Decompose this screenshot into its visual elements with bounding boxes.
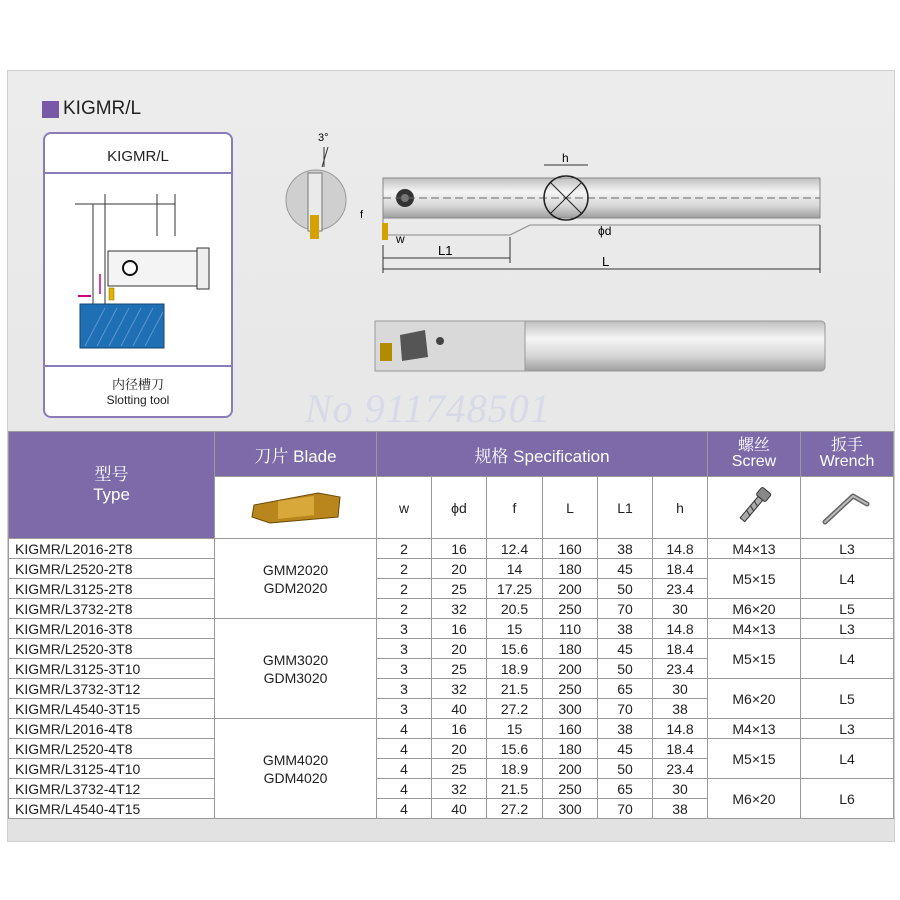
spec-cell: 27.2	[487, 799, 543, 819]
spec-cell: 4	[377, 799, 432, 819]
blade-code: GDM2020	[263, 579, 328, 596]
spec-cell: 3	[377, 639, 432, 659]
table-row	[9, 719, 894, 739]
card-title: KIGMR/L	[107, 148, 169, 165]
table-row	[9, 739, 894, 759]
spec-cell: 200	[543, 659, 598, 679]
spec-cell: 20	[432, 639, 487, 659]
spec-cell: 12.4	[487, 539, 543, 559]
watermark: No 911748501	[305, 386, 551, 431]
type-cell: KIGMR/L3125-3T10	[9, 659, 215, 679]
table-row	[9, 779, 894, 799]
L-label: L	[602, 254, 610, 269]
spec-cell: 300	[543, 799, 598, 819]
spec-cell: 38	[598, 619, 653, 639]
spec-cell: 70	[598, 799, 653, 819]
card-divider	[45, 365, 231, 367]
wrench-image-cell	[801, 477, 894, 539]
spec-cell: 2	[377, 539, 432, 559]
spec-cell: 50	[598, 579, 653, 599]
spec-cell: 18.4	[653, 739, 708, 759]
spec-cell: 3	[377, 659, 432, 679]
spec-cell: 23.4	[653, 759, 708, 779]
screw-cell: M5×15	[708, 559, 801, 599]
table-row	[9, 639, 894, 659]
screw-cell: M6×20	[708, 779, 801, 819]
table-row	[9, 679, 894, 699]
blade-image-cell	[215, 477, 377, 539]
spec-cell: 4	[377, 719, 432, 739]
spec-col-h: h	[653, 477, 708, 539]
wrench-header: 扳手 Wrench	[801, 432, 894, 477]
card-divider	[45, 172, 231, 174]
spec-cell: 250	[543, 599, 598, 619]
spec-cell: 25	[432, 579, 487, 599]
spec-cell: 45	[598, 639, 653, 659]
angle-label: 3°	[318, 132, 329, 144]
spec-cell: 45	[598, 739, 653, 759]
blade-cell	[215, 539, 377, 619]
spec-col-L: L	[543, 477, 598, 539]
spec-cell: 300	[543, 699, 598, 719]
spec-cell: 200	[543, 759, 598, 779]
screw-image-cell	[708, 477, 801, 539]
wrench-cell: L5	[801, 599, 894, 619]
wrench-cell: L4	[801, 739, 894, 779]
spec-cell: 15.6	[487, 739, 543, 759]
table-row	[9, 619, 894, 639]
blade-code: GDM3020	[263, 669, 328, 686]
spec-cell: 38	[598, 719, 653, 739]
spec-cell: 30	[653, 679, 708, 699]
spec-cell: 18.9	[487, 759, 543, 779]
spec-cell: 18.4	[653, 559, 708, 579]
type-cell: KIGMR/L4540-4T15	[9, 799, 215, 819]
wrench-cell: L6	[801, 779, 894, 819]
screw-header: 螺丝 Screw	[708, 432, 801, 477]
wrench-cell: L4	[801, 639, 894, 679]
tool-drawing	[280, 125, 840, 385]
spec-cell: 3	[377, 619, 432, 639]
screw-cell: M5×15	[708, 639, 801, 679]
spec-cell: 160	[543, 719, 598, 739]
wrench-cell: L3	[801, 539, 894, 559]
spec-cell: 32	[432, 779, 487, 799]
blade-cell	[215, 719, 377, 819]
blade-code: GMM2020	[262, 561, 329, 578]
blade-code: GMM4020	[262, 751, 329, 768]
spec-cell: 14	[487, 559, 543, 579]
card-caption-en: Slotting tool	[106, 393, 170, 407]
type-cell: KIGMR/L2520-4T8	[9, 739, 215, 759]
spec-cell: 180	[543, 739, 598, 759]
type-cell: KIGMR/L2016-4T8	[9, 719, 215, 739]
spec-cell: 23.4	[653, 659, 708, 679]
heading-square-icon	[42, 101, 59, 118]
card-caption-cn: 内径槽刀	[111, 377, 164, 392]
type-cell: KIGMR/L3732-4T12	[9, 779, 215, 799]
spec-cell: 21.5	[487, 779, 543, 799]
table-row	[9, 539, 894, 559]
type-cell: KIGMR/L3732-2T8	[9, 599, 215, 619]
spec-cell: 45	[598, 559, 653, 579]
spec-cell: 38	[653, 799, 708, 819]
blade-cell	[215, 619, 377, 719]
type-cell: KIGMR/L2016-3T8	[9, 619, 215, 639]
spec-col-w: w	[377, 477, 432, 539]
spec-cell: 23.4	[653, 579, 708, 599]
spec-cell: 200	[543, 579, 598, 599]
f-label: f	[360, 209, 364, 221]
spec-cell: 2	[377, 599, 432, 619]
w-label: w	[396, 232, 405, 246]
spec-cell: 40	[432, 799, 487, 819]
spec-cell: 2	[377, 579, 432, 599]
screw-cell: M4×13	[708, 539, 801, 559]
screw-cell: M4×13	[708, 719, 801, 739]
spec-cell: 70	[598, 599, 653, 619]
spec-cell: 65	[598, 779, 653, 799]
L1-label: L1	[438, 243, 453, 258]
table-row	[9, 559, 894, 579]
product-heading	[42, 98, 141, 120]
spec-cell: 38	[653, 699, 708, 719]
spec-cell: 27.2	[487, 699, 543, 719]
spec-cell: 50	[598, 659, 653, 679]
spec-cell: 14.8	[653, 539, 708, 559]
spec-cell: 180	[543, 639, 598, 659]
screw-cell: M5×15	[708, 739, 801, 779]
spec-cell: 20.5	[487, 599, 543, 619]
screw-cell: M6×20	[708, 599, 801, 619]
boring-schematic-icon	[45, 176, 231, 362]
h-label: h	[562, 151, 569, 165]
spec-cell: 4	[377, 779, 432, 799]
spec-cell: 17.25	[487, 579, 543, 599]
blade-code: GDM4020	[263, 769, 328, 786]
spec-cell: 65	[598, 679, 653, 699]
spec-cell: 30	[653, 599, 708, 619]
type-cell: KIGMR/L2520-2T8	[9, 559, 215, 579]
screw-cell: M4×13	[708, 619, 801, 639]
table-row	[9, 599, 894, 619]
spec-cell: 25	[432, 759, 487, 779]
spec-cell: 32	[432, 599, 487, 619]
spec-cell: 14.8	[653, 619, 708, 639]
wrench-cell: L4	[801, 559, 894, 599]
spec-cell: 3	[377, 679, 432, 699]
spec-col-L1: L1	[598, 477, 653, 539]
spec-cell: 50	[598, 759, 653, 779]
spec-cell: 18.4	[653, 639, 708, 659]
type-header: 型号 Type	[9, 432, 215, 539]
spec-cell: 20	[432, 739, 487, 759]
type-cell: KIGMR/L2016-2T8	[9, 539, 215, 559]
spec-cell: 21.5	[487, 679, 543, 699]
spec-cell: 15	[487, 619, 543, 639]
spec-cell: 4	[377, 759, 432, 779]
spec-col-phid: ϕd	[432, 477, 487, 539]
spec-cell: 25	[432, 659, 487, 679]
spec-cell: 15.6	[487, 639, 543, 659]
spec-cell: 70	[598, 699, 653, 719]
spec-cell: 250	[543, 779, 598, 799]
hex-wrench-icon	[819, 484, 875, 528]
spec-header: 规格 Specification	[377, 432, 708, 477]
blade-header: 刀片 Blade	[215, 432, 377, 477]
specification-table	[8, 431, 894, 819]
spec-cell: 110	[543, 619, 598, 639]
spec-cell: 38	[598, 539, 653, 559]
blade-code: GMM3020	[262, 651, 329, 668]
spec-cell: 180	[543, 559, 598, 579]
spec-cell: 250	[543, 679, 598, 699]
spec-cell: 4	[377, 739, 432, 759]
wrench-cell: L3	[801, 719, 894, 739]
type-cell: KIGMR/L4540-3T15	[9, 699, 215, 719]
type-cell: KIGMR/L3732-3T12	[9, 679, 215, 699]
spec-cell: 40	[432, 699, 487, 719]
spec-col-f: f	[487, 477, 543, 539]
type-cell: KIGMR/L3125-4T10	[9, 759, 215, 779]
spec-cell: 18.9	[487, 659, 543, 679]
spec-cell: 2	[377, 559, 432, 579]
spec-cell: 16	[432, 619, 487, 639]
phid-label: ϕd	[598, 224, 612, 238]
type-cell: KIGMR/L2520-3T8	[9, 639, 215, 659]
blade-insert-icon	[248, 487, 344, 525]
tool-illustration-card	[43, 132, 233, 418]
spec-cell: 15	[487, 719, 543, 739]
type-cell: KIGMR/L3125-2T8	[9, 579, 215, 599]
spec-cell: 3	[377, 699, 432, 719]
spec-cell: 30	[653, 779, 708, 799]
spec-cell: 32	[432, 679, 487, 699]
spec-cell: 16	[432, 719, 487, 739]
spec-cell: 14.8	[653, 719, 708, 739]
wrench-cell: L3	[801, 619, 894, 639]
spec-cell: 20	[432, 559, 487, 579]
wrench-cell: L5	[801, 679, 894, 719]
screw-cell: M6×20	[708, 679, 801, 719]
spec-cell: 160	[543, 539, 598, 559]
product-heading-text: KIGMR/L	[63, 98, 142, 119]
spec-cell: 16	[432, 539, 487, 559]
screw-icon	[734, 484, 774, 528]
